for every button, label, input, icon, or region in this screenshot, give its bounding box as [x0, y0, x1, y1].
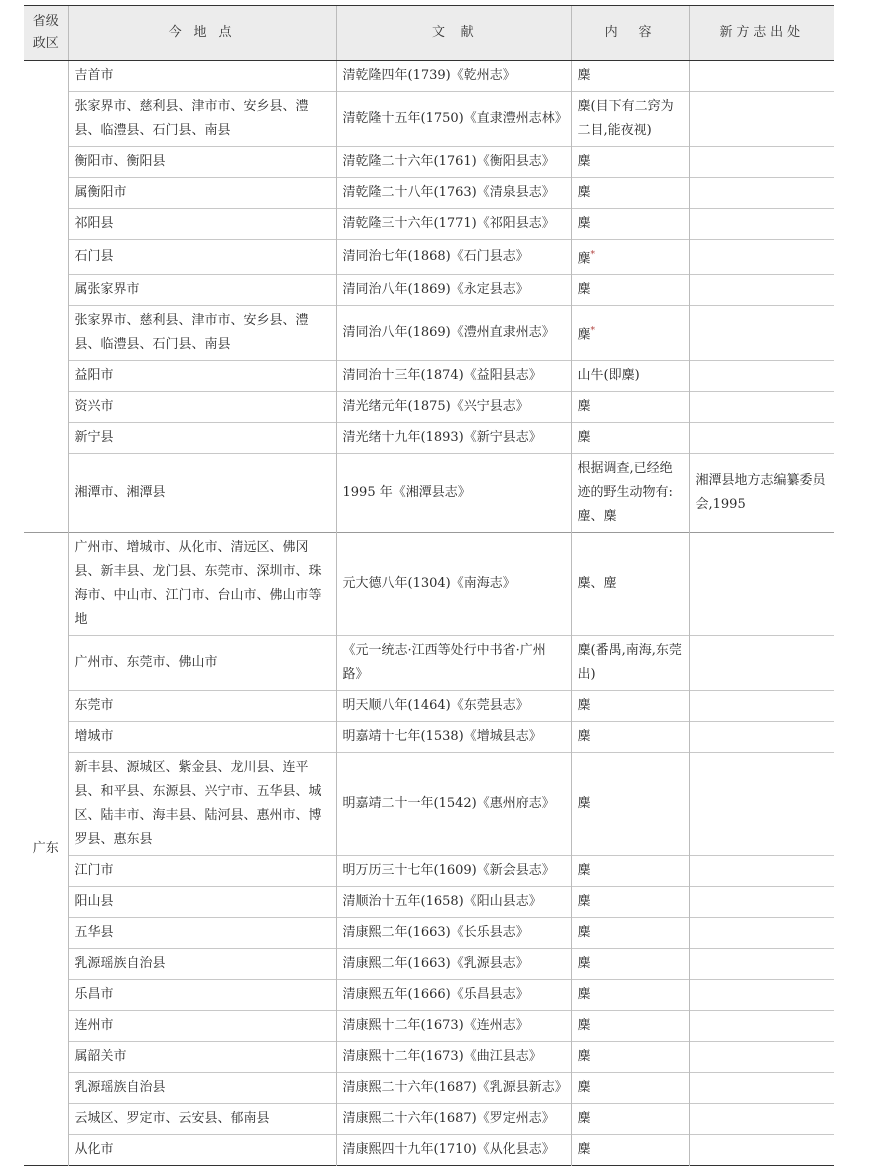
source-cell: 清同治八年(1869)《永定县志》	[336, 275, 571, 306]
table-row	[24, 1135, 834, 1166]
table-row	[24, 722, 834, 753]
content-text: 麇	[577, 1018, 591, 1034]
content-cell	[571, 1011, 689, 1042]
content-cell	[571, 980, 689, 1011]
source-cell: 清康熙二年(1663)《乳源县志》	[336, 949, 571, 980]
content-text: 麇	[577, 987, 591, 1003]
content-cell	[571, 533, 689, 636]
content-text: 麇	[577, 1080, 591, 1096]
table-row	[24, 454, 834, 533]
table-row	[24, 949, 834, 980]
new-gazetteer-cell	[689, 306, 834, 361]
place-cell: 资兴市	[68, 392, 336, 423]
place-cell: 益阳市	[68, 361, 336, 392]
table-row	[24, 92, 834, 147]
table-body	[24, 61, 834, 1166]
place-cell: 连州市	[68, 1011, 336, 1042]
source-cell: 清乾隆二十八年(1763)《清泉县志》	[336, 178, 571, 209]
table-row	[24, 918, 834, 949]
table-row	[24, 423, 834, 454]
content-text: 麇(目下有二窍为二目,能夜视)	[577, 99, 674, 138]
place-cell: 祁阳县	[68, 209, 336, 240]
new-gazetteer-cell	[689, 1042, 834, 1073]
content-cell	[571, 240, 689, 275]
content-text: 麇	[577, 216, 591, 231]
content-cell	[571, 423, 689, 454]
new-gazetteer-cell	[689, 61, 834, 92]
source-cell: 清康熙二年(1663)《长乐县志》	[336, 918, 571, 949]
content-cell	[571, 209, 689, 240]
new-gazetteer-cell	[689, 918, 834, 949]
content-cell	[571, 691, 689, 722]
source-cell: 清光绪十九年(1893)《新宁县志》	[336, 423, 571, 454]
content-cell	[571, 918, 689, 949]
table-row	[24, 306, 834, 361]
header-province: 省级 政区	[24, 6, 68, 61]
content-text: 麇(番禺,南海,东莞出)	[577, 643, 682, 683]
asterisk-mark: *	[590, 326, 596, 337]
source-cell: 清乾隆四年(1739)《乾州志》	[336, 61, 571, 92]
content-cell	[571, 392, 689, 423]
source-cell: 1995 年《湘潭县志》	[336, 454, 571, 533]
source-cell: 清同治八年(1869)《澧州直隶州志》	[336, 306, 571, 361]
content-text: 麇	[577, 1049, 591, 1065]
place-cell: 五华县	[68, 918, 336, 949]
place-cell: 从化市	[68, 1135, 336, 1166]
table-row	[24, 1073, 834, 1104]
content-text: 麇	[577, 1142, 591, 1158]
place-cell: 新丰县、源城区、紫金县、龙川县、连平县、和平县、东源县、兴宁市、五华县、城区、陆丰市、海丰县、陆河县、惠州市、博罗县、惠东县	[68, 753, 336, 856]
new-gazetteer-cell	[689, 240, 834, 275]
place-cell: 属张家界市	[68, 275, 336, 306]
new-gazetteer-cell	[689, 949, 834, 980]
content-text: 麇	[577, 925, 591, 941]
place-cell: 增城市	[68, 722, 336, 753]
content-text: 根据调查,已经绝迹的野生动物有:麈、麇	[577, 461, 673, 525]
new-gazetteer-cell	[689, 1011, 834, 1042]
table-row	[24, 856, 834, 887]
content-cell	[571, 178, 689, 209]
content-text: 麇	[577, 698, 591, 714]
place-cell: 属韶关市	[68, 1042, 336, 1073]
place-cell: 张家界市、慈利县、津市市、安乡县、澧县、临澧县、石门县、南县	[68, 92, 336, 147]
source-cell: 元大德八年(1304)《南海志》	[336, 533, 571, 636]
content-cell	[571, 636, 689, 691]
content-cell	[571, 753, 689, 856]
new-gazetteer-cell	[689, 1135, 834, 1166]
header-new-gazetteer: 新方志出处	[689, 6, 834, 61]
new-gazetteer-cell	[689, 361, 834, 392]
new-gazetteer-cell	[689, 722, 834, 753]
content-cell	[571, 147, 689, 178]
content-text: 麇	[577, 796, 591, 812]
table-row	[24, 636, 834, 691]
source-cell: 明嘉靖十七年(1538)《增城县志》	[336, 722, 571, 753]
content-text: 麇	[577, 282, 591, 298]
content-text: 麇	[577, 894, 591, 910]
place-cell: 云城区、罗定市、云安县、郁南县	[68, 1104, 336, 1135]
source-cell: 清乾隆十五年(1750)《直隶澧州志林》	[336, 92, 571, 147]
new-gazetteer-cell	[689, 753, 834, 856]
source-cell: 明天顺八年(1464)《东莞县志》	[336, 691, 571, 722]
place-cell: 新宁县	[68, 423, 336, 454]
content-cell	[571, 1042, 689, 1073]
table-row	[24, 887, 834, 918]
content-cell	[571, 275, 689, 306]
new-gazetteer-cell	[689, 209, 834, 240]
province-cell	[24, 61, 68, 533]
place-cell: 乳源瑶族自治县	[68, 949, 336, 980]
place-cell: 东莞市	[68, 691, 336, 722]
new-gazetteer-cell	[689, 92, 834, 147]
content-cell	[571, 949, 689, 980]
source-cell: 《元一统志·江西等处行中书省·广州路》	[336, 636, 571, 691]
content-cell	[571, 1135, 689, 1166]
new-gazetteer-cell	[689, 980, 834, 1011]
content-cell	[571, 1073, 689, 1104]
table-row	[24, 361, 834, 392]
new-gazetteer-cell	[689, 887, 834, 918]
table-row	[24, 1104, 834, 1135]
source-cell: 清康熙二十六年(1687)《罗定州志》	[336, 1104, 571, 1135]
header-row	[24, 6, 834, 61]
place-cell: 张家界市、慈利县、津市市、安乡县、澧县、临澧县、石门县、南县	[68, 306, 336, 361]
new-gazetteer-cell	[689, 1104, 834, 1135]
content-cell	[571, 306, 689, 361]
place-cell: 吉首市	[68, 61, 336, 92]
place-cell: 乳源瑶族自治县	[68, 1073, 336, 1104]
new-gazetteer-cell	[689, 423, 834, 454]
table-row	[24, 147, 834, 178]
place-cell: 广州市、增城市、从化市、清远区、佛冈县、新丰县、龙门县、东莞市、深圳市、珠海市、中山市、江门市、台山市、佛山市等地	[68, 533, 336, 636]
source-cell: 清康熙十二年(1673)《曲江县志》	[336, 1042, 571, 1073]
place-cell: 乐昌市	[68, 980, 336, 1011]
source-cell: 清同治七年(1868)《石门县志》	[336, 240, 571, 275]
content-text: 麇	[577, 863, 591, 879]
content-text: 山牛(即麇)	[577, 368, 640, 384]
province-cell: 广东	[24, 533, 68, 1166]
content-text: 麇	[577, 956, 591, 972]
new-gazetteer-cell	[689, 392, 834, 423]
new-gazetteer-cell: 湘潭县地方志编纂委员会,1995	[689, 454, 834, 533]
content-text: 麇、麈	[577, 576, 617, 592]
content-text: 麇	[577, 327, 591, 343]
table-row	[24, 753, 834, 856]
table-row	[24, 240, 834, 275]
source-cell: 明嘉靖二十一年(1542)《惠州府志》	[336, 753, 571, 856]
content-cell	[571, 361, 689, 392]
new-gazetteer-cell	[689, 275, 834, 306]
header-source: 文 献	[336, 6, 571, 61]
place-cell: 属衡阳市	[68, 178, 336, 209]
table-row	[24, 533, 834, 636]
content-text: 麇	[577, 729, 591, 745]
content-text: 麇	[577, 399, 591, 415]
new-gazetteer-cell	[689, 691, 834, 722]
table-row	[24, 209, 834, 240]
source-cell: 清乾隆二十六年(1761)《衡阳县志》	[336, 147, 571, 178]
source-cell: 清光绪元年(1875)《兴宁县志》	[336, 392, 571, 423]
content-text: 麇	[577, 430, 591, 446]
source-cell: 清康熙五年(1666)《乐昌县志》	[336, 980, 571, 1011]
source-cell: 明万历三十七年(1609)《新会县志》	[336, 856, 571, 887]
new-gazetteer-cell	[689, 856, 834, 887]
source-cell: 清康熙十二年(1673)《连州志》	[336, 1011, 571, 1042]
content-text: 麇	[577, 1111, 591, 1127]
source-cell: 清顺治十五年(1658)《阳山县志》	[336, 887, 571, 918]
place-cell: 衡阳市、衡阳县	[68, 147, 336, 178]
content-cell	[571, 454, 689, 533]
table-row	[24, 392, 834, 423]
content-cell	[571, 887, 689, 918]
source-cell: 清康熙二十六年(1687)《乳源县新志》	[336, 1073, 571, 1104]
place-cell: 石门县	[68, 240, 336, 275]
new-gazetteer-cell	[689, 178, 834, 209]
content-text: 麇	[577, 185, 591, 200]
gazetteer-table	[24, 5, 834, 1166]
place-cell: 湘潭市、湘潭县	[68, 454, 336, 533]
header-place: 今 地 点	[68, 6, 336, 61]
new-gazetteer-cell	[689, 636, 834, 691]
table-row	[24, 1011, 834, 1042]
table-row	[24, 691, 834, 722]
content-cell	[571, 92, 689, 147]
table-row	[24, 275, 834, 306]
table-row	[24, 178, 834, 209]
content-text: 麇	[577, 154, 591, 169]
table-row	[24, 61, 834, 92]
content-text: 麇	[577, 68, 591, 83]
source-cell: 清康熙四十九年(1710)《从化县志》	[336, 1135, 571, 1166]
source-cell: 清乾隆三十六年(1771)《祁阳县志》	[336, 209, 571, 240]
table-row	[24, 1042, 834, 1073]
new-gazetteer-cell	[689, 1073, 834, 1104]
content-cell	[571, 1104, 689, 1135]
place-cell: 江门市	[68, 856, 336, 887]
source-cell: 清同治十三年(1874)《益阳县志》	[336, 361, 571, 392]
table-row	[24, 980, 834, 1011]
new-gazetteer-cell	[689, 147, 834, 178]
header-content: 内 容	[571, 6, 689, 61]
new-gazetteer-cell	[689, 533, 834, 636]
content-cell	[571, 856, 689, 887]
content-cell	[571, 722, 689, 753]
place-cell: 广州市、东莞市、佛山市	[68, 636, 336, 691]
content-cell	[571, 61, 689, 92]
place-cell: 阳山县	[68, 887, 336, 918]
asterisk-mark: *	[590, 250, 596, 260]
content-text: 麇	[577, 251, 591, 267]
